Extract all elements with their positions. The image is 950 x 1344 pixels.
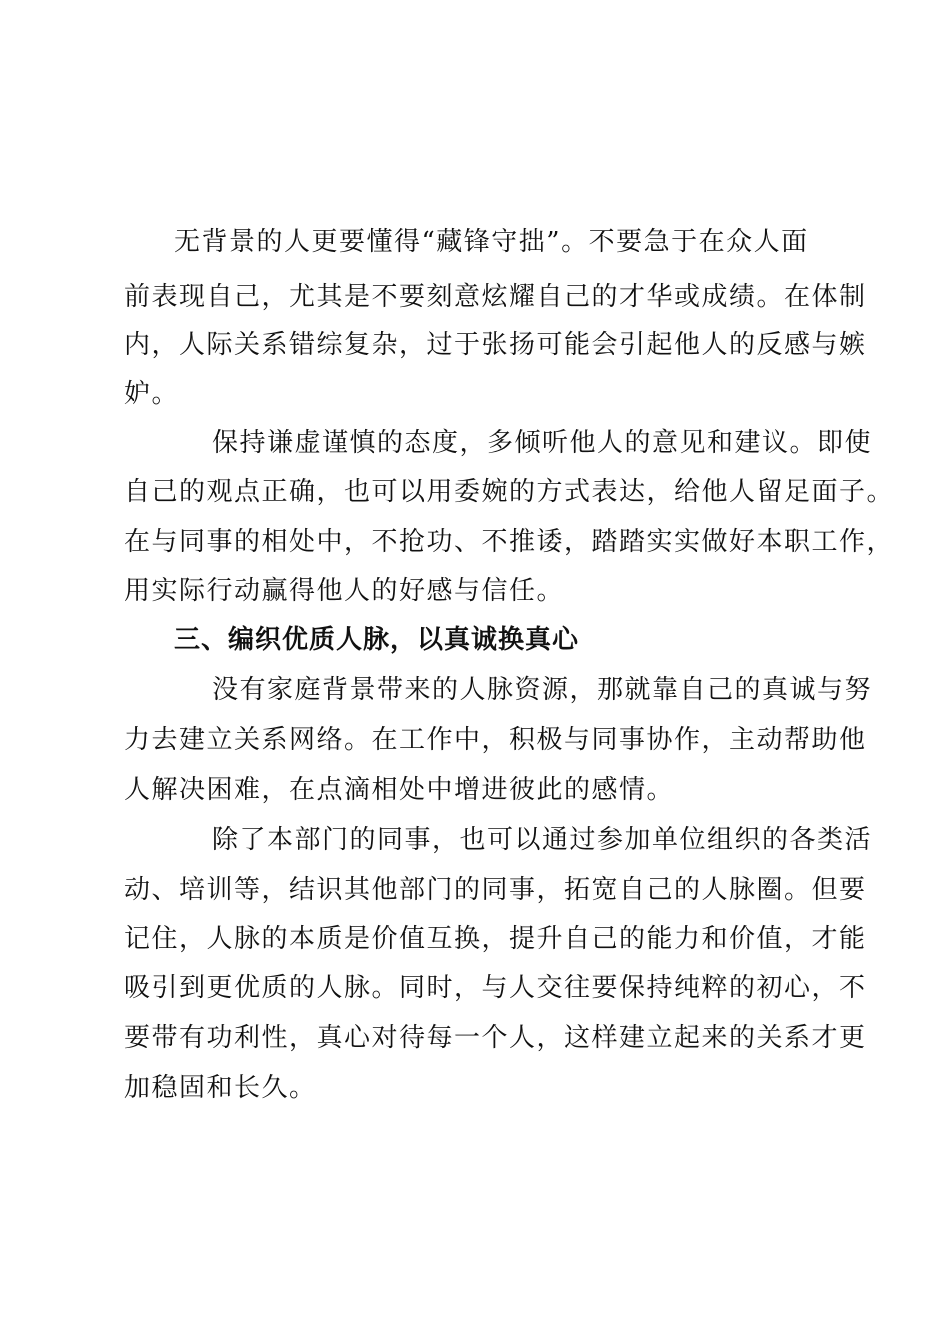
paragraph-1-line-2: 前表现自己，尤其是不要刻意炫耀自己的才华或成绩。在体制: [124, 282, 867, 312]
paragraph-3-line-1: 没有家庭背景带来的人脉资源，那就靠自己的真诚与努: [212, 675, 873, 705]
paragraph-1-line-3: 内，人际关系错综复杂，过于张扬可能会引起他人的反感与嫉: [124, 330, 867, 360]
paragraph-4-line-6: 加稳固和长久。: [124, 1073, 317, 1103]
paragraph-2-line-3: 在与同事的相处中，不抢功、不推诿，踏踏实实做好本职工作，: [124, 527, 895, 557]
paragraph-4-line-5: 要带有功利性，真心对待每一个人，这样建立起来的关系才更: [124, 1023, 867, 1053]
paragraph-3-line-3: 人解决困难，在点滴相处中增进彼此的感情。: [124, 775, 675, 805]
paragraph-3-line-2: 力去建立关系网络。在工作中，积极与同事协作，主动帮助他: [124, 725, 867, 755]
paragraph-4-line-2: 动、培训等，结识其他部门的同事，拓宽自己的人脉圈。但要: [124, 875, 867, 905]
paragraph-4-line-3: 记住，人脉的本质是价值互换，提升自己的能力和价值，才能: [124, 924, 867, 954]
paragraph-4-line-4: 吸引到更优质的人脉。同时，与人交往要保持纯粹的初心，不: [124, 973, 867, 1003]
paragraph-4-line-1: 除了本部门的同事，也可以通过参加单位组织的各类活: [212, 825, 873, 855]
paragraph-2-line-2: 自己的观点正确，也可以用委婉的方式表达，给他人留足面子。: [124, 477, 895, 507]
paragraph-1-line-1: 无背景的人更要懂得“藏锋守拙”。不要急于在众人面: [174, 227, 809, 257]
section-heading: 三、编织优质人脉，以真诚换真心: [174, 625, 580, 655]
paragraph-1-line-4: 妒。: [124, 379, 180, 409]
paragraph-2-line-4: 用实际行动赢得他人的好感与信任。: [124, 576, 565, 606]
paragraph-2-line-1: 保持谦虚谨慎的态度，多倾听他人的意见和建议。即使: [212, 428, 873, 458]
